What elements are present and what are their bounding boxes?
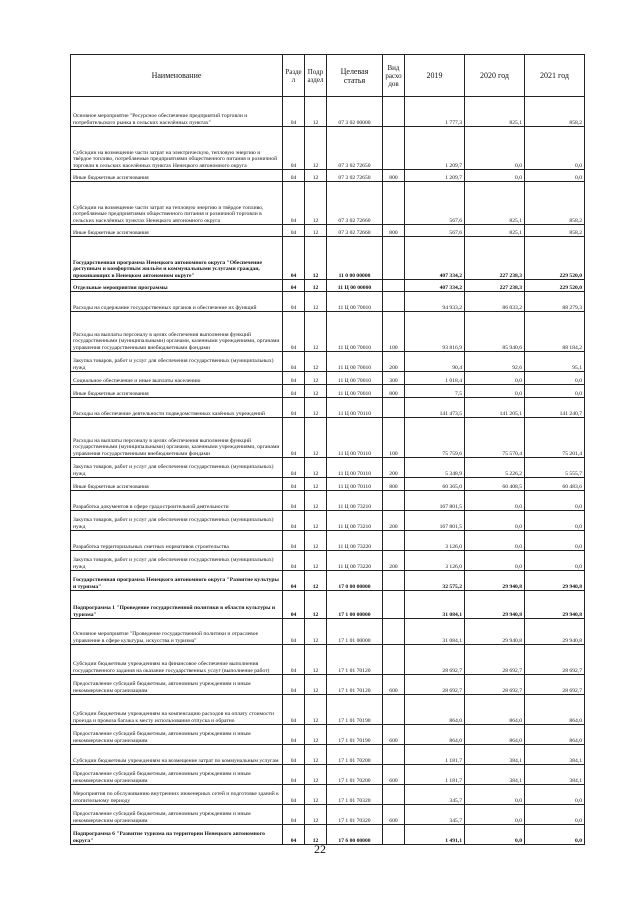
cell-v2021: 0,0	[525, 372, 585, 385]
cell-vr: 800	[383, 225, 405, 237]
cell-name: Подпрограмма 1 "Проведение государственной политики в области культуры и туризма"	[71, 591, 283, 619]
table-row	[71, 398, 585, 418]
cell-v2021: 0,0	[525, 531, 585, 551]
cell-razd: 04	[283, 418, 305, 458]
cell-name: Основное мероприятие "Проведение государственной политики и отраслевое управление в сфере культуры, искусства и туризма"	[71, 619, 283, 645]
cell-v2021: 0,0	[525, 385, 585, 398]
cell-razd: 04	[283, 571, 305, 591]
table-row	[71, 725, 585, 745]
cell-v2021: 858,2	[525, 182, 585, 225]
cell-cs: 17 1 01 70200	[327, 765, 383, 785]
cell-v2021: 88 184,2	[525, 312, 585, 352]
table-row	[71, 352, 585, 372]
cell-v2019: 3 126,0	[405, 531, 465, 551]
cell-razd: 04	[283, 352, 305, 372]
cell-vr: 800	[383, 385, 405, 398]
cell-v2020: 29 940,8	[465, 591, 525, 619]
cell-cs: 17 1 01 70120	[327, 645, 383, 675]
cell-cs: 17 6 00 00000	[327, 825, 383, 845]
cell-v2021: 858,2	[525, 97, 585, 127]
cell-cs: 11 Ц 00 70110	[327, 398, 383, 418]
cell-v2019: 28 692,7	[405, 645, 465, 675]
cell-v2019: 141 473,5	[405, 398, 465, 418]
cell-v2021: 0,0	[525, 491, 585, 511]
header-2019: 2019	[405, 55, 465, 97]
cell-v2020: 29 940,8	[465, 571, 525, 591]
cell-vr: 600	[383, 805, 405, 825]
cell-cs: 11 Ц 00 70010	[327, 352, 383, 372]
cell-v2020: 825,1	[465, 182, 525, 225]
cell-razd: 04	[283, 645, 305, 675]
cell-v2020: 28 692,7	[465, 645, 525, 675]
table-header-row	[71, 55, 585, 97]
cell-vr	[383, 695, 405, 725]
header-section: Разде л	[283, 55, 305, 97]
cell-vr	[383, 280, 405, 292]
cell-v2019: 60 365,0	[405, 478, 465, 491]
cell-vr	[383, 182, 405, 225]
cell-v2020: 0,0	[465, 385, 525, 398]
cell-vr	[383, 292, 405, 312]
cell-v2019: 1 018,4	[405, 372, 465, 385]
cell-cs: 07 3 02 72650	[327, 170, 383, 182]
cell-v2021: 29 940,8	[525, 591, 585, 619]
cell-name: Иные бюджетные ассигнования	[71, 170, 283, 182]
cell-razd: 04	[283, 97, 305, 127]
cell-v2019: 1 777,3	[405, 97, 465, 127]
cell-v2019: 1 181,7	[405, 765, 465, 785]
cell-podr: 12	[305, 458, 327, 478]
cell-razd: 04	[283, 591, 305, 619]
cell-v2020: 0,0	[465, 170, 525, 182]
cell-vr: 600	[383, 765, 405, 785]
cell-v2020: 0,0	[465, 531, 525, 551]
cell-v2020: 864,0	[465, 725, 525, 745]
cell-vr: 200	[383, 458, 405, 478]
cell-podr: 12	[305, 478, 327, 491]
cell-razd: 04	[283, 725, 305, 745]
header-subsection: Подр аздел	[305, 55, 327, 97]
cell-podr: 12	[305, 418, 327, 458]
cell-v2019: 1 209,7	[405, 170, 465, 182]
cell-vr: 100	[383, 312, 405, 352]
cell-v2021: 141 240,7	[525, 398, 585, 418]
cell-name: Предоставление субсидий бюджетным, автономным учреждениям и иным некоммерческим организациям	[71, 765, 283, 785]
cell-vr: 800	[383, 478, 405, 491]
header-type: Вид расхо дов	[383, 55, 405, 97]
cell-razd: 04	[283, 280, 305, 292]
table-row	[71, 418, 585, 458]
cell-cs: 11 Ц 00 73210	[327, 491, 383, 511]
table-row	[71, 511, 585, 531]
cell-v2020: 0,0	[465, 511, 525, 531]
cell-v2020: 75 570,4	[465, 418, 525, 458]
cell-name: Закупка товаров, работ и услуг для обеспечения государственных (муниципальных) нужд	[71, 352, 283, 372]
budget-table	[70, 54, 585, 845]
cell-razd: 04	[283, 478, 305, 491]
header-name: Наименование	[71, 55, 283, 97]
cell-v2019: 407 334,2	[405, 237, 465, 280]
cell-v2019: 407 334,2	[405, 280, 465, 292]
cell-name: Закупка товаров, работ и услуг для обеспечения государственных (муниципальных) нужд	[71, 511, 283, 531]
cell-v2021: 229 520,0	[525, 237, 585, 280]
cell-podr: 12	[305, 372, 327, 385]
cell-v2021: 864,0	[525, 695, 585, 725]
cell-v2021: 95,1	[525, 352, 585, 372]
cell-vr	[383, 531, 405, 551]
cell-v2020: 0,0	[465, 491, 525, 511]
cell-podr: 12	[305, 127, 327, 170]
table-row	[71, 385, 585, 398]
table-row	[71, 531, 585, 551]
cell-name: Расходы на содержание государственных органов и обеспечение их функций	[71, 292, 283, 312]
cell-razd: 04	[283, 127, 305, 170]
cell-podr: 12	[305, 385, 327, 398]
table-row	[71, 591, 585, 619]
cell-v2021: 384,1	[525, 745, 585, 765]
cell-v2019: 1 491,1	[405, 825, 465, 845]
cell-cs: 11 Ц 00 00000	[327, 280, 383, 292]
cell-podr: 12	[305, 571, 327, 591]
cell-v2020: 85 940,6	[465, 312, 525, 352]
cell-v2021: 864,0	[525, 725, 585, 745]
cell-podr: 12	[305, 805, 327, 825]
cell-name: Разработка документов в сфере градостроительной деятельности	[71, 491, 283, 511]
cell-cs: 07 3 02 72660	[327, 182, 383, 225]
table-row	[71, 127, 585, 170]
cell-v2019: 94 933,2	[405, 292, 465, 312]
header-2021: 2021 год	[525, 55, 585, 97]
cell-v2020: 825,1	[465, 97, 525, 127]
cell-v2019: 345,7	[405, 785, 465, 805]
cell-cs: 17 1 01 00000	[327, 619, 383, 645]
cell-v2019: 345,7	[405, 805, 465, 825]
cell-vr	[383, 237, 405, 280]
cell-name: Иные бюджетные ассигнования	[71, 478, 283, 491]
cell-v2019: 167 801,5	[405, 491, 465, 511]
cell-podr: 12	[305, 675, 327, 695]
table-row	[71, 785, 585, 805]
cell-v2020: 0,0	[465, 372, 525, 385]
cell-vr	[383, 127, 405, 170]
cell-cs: 17 1 01 70200	[327, 745, 383, 765]
cell-cs: 17 1 01 70320	[327, 785, 383, 805]
cell-v2021: 29 940,8	[525, 571, 585, 591]
cell-podr: 12	[305, 511, 327, 531]
cell-v2019: 5 348,9	[405, 458, 465, 478]
cell-vr	[383, 491, 405, 511]
table-row	[71, 571, 585, 591]
cell-podr: 12	[305, 695, 327, 725]
cell-v2020: 0,0	[465, 551, 525, 571]
cell-vr	[383, 398, 405, 418]
cell-v2021: 29 940,8	[525, 619, 585, 645]
cell-v2020: 0,0	[465, 785, 525, 805]
cell-razd: 04	[283, 292, 305, 312]
cell-vr: 200	[383, 511, 405, 531]
table-row	[71, 170, 585, 182]
cell-v2020: 60 408,5	[465, 478, 525, 491]
cell-v2021: 229 520,0	[525, 280, 585, 292]
cell-cs: 11 Ц 00 73210	[327, 511, 383, 531]
cell-v2019: 31 084,1	[405, 619, 465, 645]
cell-razd: 04	[283, 182, 305, 225]
cell-razd: 04	[283, 170, 305, 182]
cell-name: Закупка товаров, работ и услуг для обеспечения государственных (муниципальных) нужд	[71, 551, 283, 571]
cell-razd: 04	[283, 312, 305, 352]
cell-podr: 12	[305, 745, 327, 765]
table-row	[71, 619, 585, 645]
cell-name: Подпрограмма 6 "Развитие туризма на территории Ненецкого автономного округа"	[71, 825, 283, 845]
table-row	[71, 645, 585, 675]
header-target: Целевая статья	[327, 55, 383, 97]
table-row	[71, 491, 585, 511]
cell-v2019: 1 209,7	[405, 127, 465, 170]
cell-razd: 04	[283, 398, 305, 418]
table-body	[71, 97, 585, 845]
cell-v2019: 90,4	[405, 352, 465, 372]
cell-v2020: 0,0	[465, 805, 525, 825]
cell-vr	[383, 745, 405, 765]
table-row	[71, 97, 585, 127]
cell-name: Закупка товаров, работ и услуг для обеспечения государственных (муниципальных) нужд	[71, 458, 283, 478]
cell-vr: 200	[383, 551, 405, 571]
cell-v2021: 0,0	[525, 170, 585, 182]
cell-cs: 17 1 00 00000	[327, 591, 383, 619]
cell-cs: 11 Ц 00 73220	[327, 531, 383, 551]
cell-v2020: 384,1	[465, 745, 525, 765]
cell-podr: 12	[305, 619, 327, 645]
table-row	[71, 225, 585, 237]
cell-vr	[383, 645, 405, 675]
cell-name: Предоставление субсидий бюджетным, автономным учреждениям и иным некоммерческим организациям	[71, 805, 283, 825]
cell-razd: 04	[283, 511, 305, 531]
cell-podr: 12	[305, 491, 327, 511]
cell-podr: 12	[305, 237, 327, 280]
cell-podr: 12	[305, 225, 327, 237]
cell-razd: 04	[283, 372, 305, 385]
cell-v2020: 0,0	[465, 825, 525, 845]
cell-v2019: 567,6	[405, 182, 465, 225]
cell-v2019: 7,5	[405, 385, 465, 398]
cell-v2021: 5 555,7	[525, 458, 585, 478]
cell-v2021: 28 692,7	[525, 645, 585, 675]
header-2020: 2020 год	[465, 55, 525, 97]
cell-cs: 11 Ц 00 73220	[327, 551, 383, 571]
cell-v2019: 32 575,2	[405, 571, 465, 591]
cell-v2020: 384,1	[465, 765, 525, 785]
cell-podr: 12	[305, 352, 327, 372]
cell-podr: 12	[305, 170, 327, 182]
cell-name: Предоставление субсидий бюджетным, автономным учреждениям и иным некоммерческим организациям	[71, 725, 283, 745]
cell-v2020: 0,0	[465, 127, 525, 170]
cell-razd: 04	[283, 458, 305, 478]
cell-podr: 12	[305, 825, 327, 845]
cell-podr: 12	[305, 551, 327, 571]
cell-cs: 07 3 02 72660	[327, 225, 383, 237]
cell-v2021: 0,0	[525, 805, 585, 825]
cell-name: Иные бюджетные ассигнования	[71, 385, 283, 398]
cell-v2021: 384,1	[525, 765, 585, 785]
table-row	[71, 458, 585, 478]
table-row	[71, 551, 585, 571]
table-row	[71, 765, 585, 785]
cell-v2019: 3 126,0	[405, 551, 465, 571]
cell-name: Субсидии бюджетным учреждениям на компенсацию расходов на оплату стоимости проезда и провоза багажа к месту использования отпуска и обратно	[71, 695, 283, 725]
cell-vr: 600	[383, 725, 405, 745]
table-row	[71, 280, 585, 292]
table-row	[71, 312, 585, 352]
cell-v2021: 0,0	[525, 127, 585, 170]
cell-podr: 12	[305, 292, 327, 312]
cell-podr: 12	[305, 591, 327, 619]
cell-podr: 12	[305, 765, 327, 785]
cell-cs: 17 1 01 70120	[327, 675, 383, 695]
table-row	[71, 372, 585, 385]
cell-razd: 04	[283, 785, 305, 805]
cell-vr: 800	[383, 170, 405, 182]
cell-v2021: 75 201,4	[525, 418, 585, 458]
cell-cs: 11 Ц 00 70010	[327, 292, 383, 312]
cell-vr	[383, 591, 405, 619]
cell-v2019: 93 816,9	[405, 312, 465, 352]
cell-razd: 04	[283, 745, 305, 765]
cell-v2019: 864,0	[405, 725, 465, 745]
cell-razd: 04	[283, 619, 305, 645]
cell-vr: 300	[383, 372, 405, 385]
cell-name: Разработка территориальных сметных нормативов строительства	[71, 531, 283, 551]
cell-v2021: 0,0	[525, 511, 585, 531]
cell-podr: 12	[305, 725, 327, 745]
cell-v2020: 29 940,8	[465, 619, 525, 645]
cell-v2019: 864,0	[405, 695, 465, 725]
cell-v2021: 28 692,7	[525, 675, 585, 695]
cell-razd: 04	[283, 531, 305, 551]
table-row	[71, 805, 585, 825]
cell-cs: 17 1 01 70190	[327, 725, 383, 745]
cell-v2021: 0,0	[525, 785, 585, 805]
cell-razd: 04	[283, 765, 305, 785]
cell-cs: 07 3 02 00000	[327, 97, 383, 127]
cell-cs: 11 Ц 00 70110	[327, 458, 383, 478]
cell-v2021: 88 279,3	[525, 292, 585, 312]
cell-v2020: 141 205,1	[465, 398, 525, 418]
cell-v2020: 864,0	[465, 695, 525, 725]
table-row	[71, 695, 585, 725]
cell-cs: 11 Ц 00 70110	[327, 418, 383, 458]
page-number: 22	[314, 842, 326, 856]
cell-v2021: 858,2	[525, 225, 585, 237]
cell-razd: 04	[283, 551, 305, 571]
cell-v2020: 825,1	[465, 225, 525, 237]
cell-podr: 12	[305, 645, 327, 675]
cell-podr: 12	[305, 280, 327, 292]
cell-v2019: 31 084,1	[405, 591, 465, 619]
cell-v2019: 1 181,7	[405, 745, 465, 765]
cell-vr	[383, 97, 405, 127]
cell-vr	[383, 785, 405, 805]
cell-razd: 04	[283, 805, 305, 825]
cell-vr: 600	[383, 675, 405, 695]
cell-v2021: 0,0	[525, 551, 585, 571]
cell-cs: 11 Ц 00 70110	[327, 478, 383, 491]
cell-v2020: 227 238,3	[465, 237, 525, 280]
cell-v2020: 5 226,2	[465, 458, 525, 478]
table-row	[71, 745, 585, 765]
budget-table-sheet	[70, 54, 584, 845]
table-row	[71, 182, 585, 225]
cell-vr: 100	[383, 418, 405, 458]
table-row	[71, 478, 585, 491]
cell-v2019: 28 692,7	[405, 675, 465, 695]
cell-razd: 04	[283, 385, 305, 398]
cell-razd: 04	[283, 675, 305, 695]
cell-cs: 11 Ц 00 70010	[327, 312, 383, 352]
cell-podr: 12	[305, 785, 327, 805]
cell-name: Иные бюджетные ассигнования	[71, 225, 283, 237]
cell-razd: 04	[283, 825, 305, 845]
cell-razd: 04	[283, 225, 305, 237]
cell-cs: 11 Ц 00 70010	[327, 385, 383, 398]
cell-vr: 200	[383, 352, 405, 372]
table-row	[71, 237, 585, 280]
cell-v2020: 28 692,7	[465, 675, 525, 695]
cell-razd: 04	[283, 695, 305, 725]
cell-name: Субсидии на возмещение части затрат на электрическую, тепловую энергию и твёрдое топливо, потребляемые предприятиями общественного питания и розничной торговли в сельских населённых пунктах Ненецкого автономного округа	[71, 127, 283, 170]
cell-vr	[383, 619, 405, 645]
cell-name: Субсидии бюджетным учреждениям на финансовое обеспечение выполнения государственного задания на оказание государственных услуг (выполнение работ)	[71, 645, 283, 675]
cell-v2019: 567,6	[405, 225, 465, 237]
cell-v2019: 167 801,5	[405, 511, 465, 531]
cell-podr: 12	[305, 312, 327, 352]
cell-podr: 12	[305, 398, 327, 418]
cell-name: Отдельные мероприятия программы	[71, 280, 283, 292]
cell-v2020: 86 033,2	[465, 292, 525, 312]
cell-v2020: 92,6	[465, 352, 525, 372]
cell-cs: 11 Ц 00 70010	[327, 372, 383, 385]
cell-cs: 17 1 01 70190	[327, 695, 383, 725]
cell-podr: 12	[305, 97, 327, 127]
cell-name: Расходы на обеспечение деятельности подведомственных казённых учреждений	[71, 398, 283, 418]
cell-podr: 12	[305, 182, 327, 225]
cell-name: Субсидии на возмещение части затрат на тепловую энергию и твёрдое топливо, потребляемые предприятиями общественного питания и розничной торговли в сельских населённых пунктах Ненецкого автономного округа	[71, 182, 283, 225]
cell-v2020: 227 238,3	[465, 280, 525, 292]
cell-name: Государственная программа Ненецкого автономного округа "Обеспечение доступным и комфортным жильём и коммунальными услугами граждан, проживающих в Ненецком автономном округе"	[71, 237, 283, 280]
cell-v2021: 60 483,6	[525, 478, 585, 491]
cell-v2019: 75 759,6	[405, 418, 465, 458]
table-row	[71, 292, 585, 312]
cell-name: Субсидии бюджетным учреждениям на возмещение затрат по коммунальным услугам	[71, 745, 283, 765]
cell-razd: 04	[283, 237, 305, 280]
cell-cs: 07 3 02 72650	[327, 127, 383, 170]
cell-cs: 11 0 00 00000	[327, 237, 383, 280]
cell-razd: 04	[283, 491, 305, 511]
cell-name: Основное мероприятие "Ресурсное обеспечение предприятий торговли и потребительского рынка в сельских населённых пунктах"	[71, 97, 283, 127]
cell-name: Государственная программа Ненецкого автономного округа "Развитие культуры и туризма"	[71, 571, 283, 591]
cell-v2021: 0,0	[525, 825, 585, 845]
table-row	[71, 675, 585, 695]
cell-cs: 17 0 00 00000	[327, 571, 383, 591]
cell-name: Расходы на выплаты персоналу в целях обеспечения выполнения функций государственными (муниципальными) органами, казенными учреждениями, органами управления государственными внебюджетными фондами	[71, 418, 283, 458]
cell-name: Расходы на выплаты персоналу в целях обеспечения выполнения функций государственными (муниципальными) органами, казенными учреждениями, органами управления государственными внебюджетными фондами	[71, 312, 283, 352]
cell-name: Социальное обеспечение и иные выплаты населению	[71, 372, 283, 385]
cell-vr	[383, 571, 405, 591]
cell-name: Предоставление субсидий бюджетным, автономным учреждениям и иным некоммерческим организациям	[71, 675, 283, 695]
cell-podr: 12	[305, 531, 327, 551]
cell-name: Мероприятия по обслуживанию внутренних инженерных сетей и подготовке зданий к отопительному периоду	[71, 785, 283, 805]
cell-cs: 17 1 01 70320	[327, 805, 383, 825]
